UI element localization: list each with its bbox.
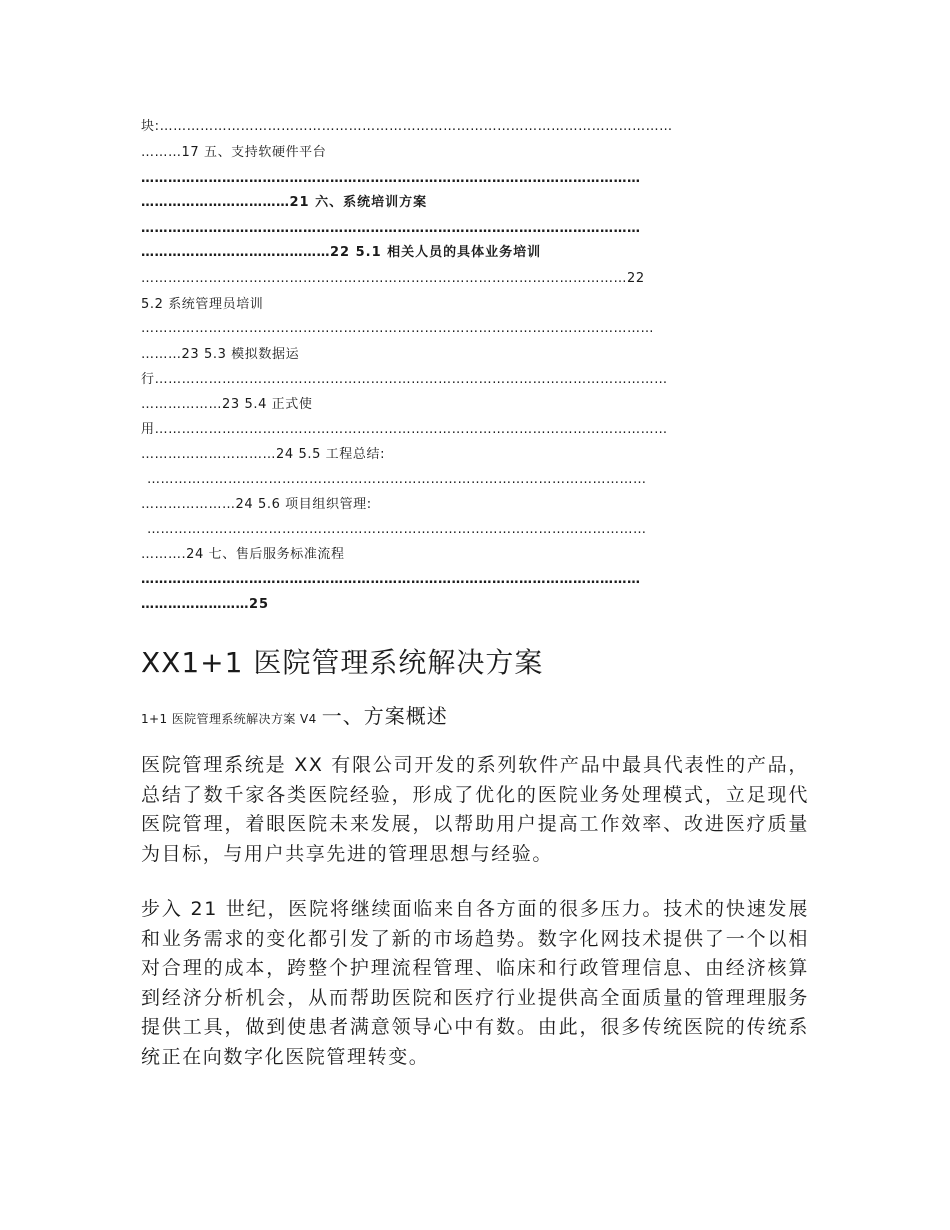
section-title: 一、方案概述: [321, 704, 448, 728]
toc-leader-dots: …………………………………………………………………………………………………: [141, 171, 641, 186]
document-title: XX1+1 医院管理系统解决方案: [141, 646, 544, 679]
toc-page-ref: 24 七、售后服务标准流程: [186, 547, 345, 562]
toc-line: [141, 546, 809, 564]
toc-page-ref: 22 5.1 相关人员的具体业务培训: [330, 245, 542, 260]
toc-line: [141, 194, 809, 212]
toc-line: [141, 220, 809, 238]
toc-leader-dots: ……………………………: [141, 195, 290, 210]
toc-page-ref: 21 六、系统培训方案: [289, 195, 428, 210]
toc-line: [141, 421, 809, 439]
toc-leader-dots: …………………………: [141, 447, 276, 462]
toc-line: [141, 320, 809, 338]
toc-leader-dots: …………………………………………………………………………………………………: [147, 522, 647, 537]
toc-entry-text: 行: [141, 372, 155, 387]
toc-leader-dots: ……………………………………………………………………………………………………: [154, 372, 668, 387]
toc-leader-dots: ……………………: [141, 597, 249, 612]
toc-page-ref: 24 5.5 工程总结:: [276, 447, 386, 462]
toc-page-ref: 23 5.4 正式使: [222, 397, 313, 412]
toc-leader-dots: ……………………………………: [141, 245, 330, 260]
toc-leader-dots: ……………………………………………………………………………………………………: [141, 321, 654, 336]
toc-line: [141, 396, 809, 414]
toc-line: [141, 446, 809, 464]
toc-line: [147, 521, 809, 539]
toc-entry-text: 块:: [141, 119, 160, 134]
toc-entry-text: 用: [141, 422, 155, 437]
toc-line: [141, 244, 809, 262]
toc-leader-dots: ………………………………………………………………………………………………: [141, 271, 627, 286]
toc-line: [141, 371, 809, 389]
toc-leader-dots: ………: [141, 347, 182, 362]
toc-page-ref: 22: [627, 271, 645, 286]
toc-line: [141, 270, 809, 288]
toc-line: [141, 346, 809, 364]
paragraph-overview: 医院管理系统是 XX 有限公司开发的系列软件产品中最具代表性的产品，总结了数千家各类医院经验，形成了优化的医院业务处理模式，立足现代医院管理，着眼医院未来发展，以帮助用户提高工作效率、改进医疗质量为目标，与用户共享先进的管理思想与经验。: [141, 754, 809, 865]
toc-line: [141, 296, 809, 314]
toc-page-ref: 17 五、支持软硬件平台: [181, 145, 327, 160]
toc-leader-dots: …………………………………………………………………………………………………: [141, 221, 641, 236]
toc-leader-dots: ……….: [141, 547, 187, 562]
toc-leader-dots: …………………………………………………………………………………………………: [141, 572, 641, 587]
toc-page-ref: 23 5.3 模拟数据运: [181, 347, 300, 362]
toc-leader-dots: …………………………………………………………………………………………………: [147, 472, 647, 487]
toc-leader-dots: ………: [141, 145, 182, 160]
toc-leader-dots: ……………………………………………………………………………………………………: [159, 119, 673, 134]
toc-line: [141, 596, 809, 614]
section-heading: [141, 700, 448, 729]
toc-line: [141, 170, 809, 188]
toc-leader-dots: …………………: [141, 497, 236, 512]
toc-line: [147, 471, 809, 489]
toc-page-ref: 25: [249, 597, 270, 612]
paragraph-trends: 步入 21 世纪，医院将继续面临来自各方面的很多压力。技术的快速发展和业务需求的变化都引发了新的市场趋势。数字化网技术提供了一个以相对合理的成本，跨整个护理流程管理、临床和行政管理信息、由经济核算到经济分析机会，从而帮助医院和医疗行业提供高全面质量的管理理服务提供工具，做到使患者满意领导心中有数。由此，很多传统医院的传统系统正在向数字化医院管理转变。: [141, 898, 809, 1068]
toc-leader-dots: ………………: [141, 397, 222, 412]
toc-line: [141, 571, 809, 589]
toc-line: [141, 144, 809, 162]
toc-leader-dots: ……………………………………………………………………………………………………: [154, 422, 668, 437]
section-prefix: 1+1 医院管理系统解决方案 V4: [141, 712, 317, 726]
toc-line: [141, 496, 809, 514]
toc-page-ref: 24 5.6 项目组织管理:: [235, 497, 372, 512]
toc-line: [141, 118, 809, 136]
toc-entry-text: 5.2 系统管理员培训: [141, 297, 264, 312]
